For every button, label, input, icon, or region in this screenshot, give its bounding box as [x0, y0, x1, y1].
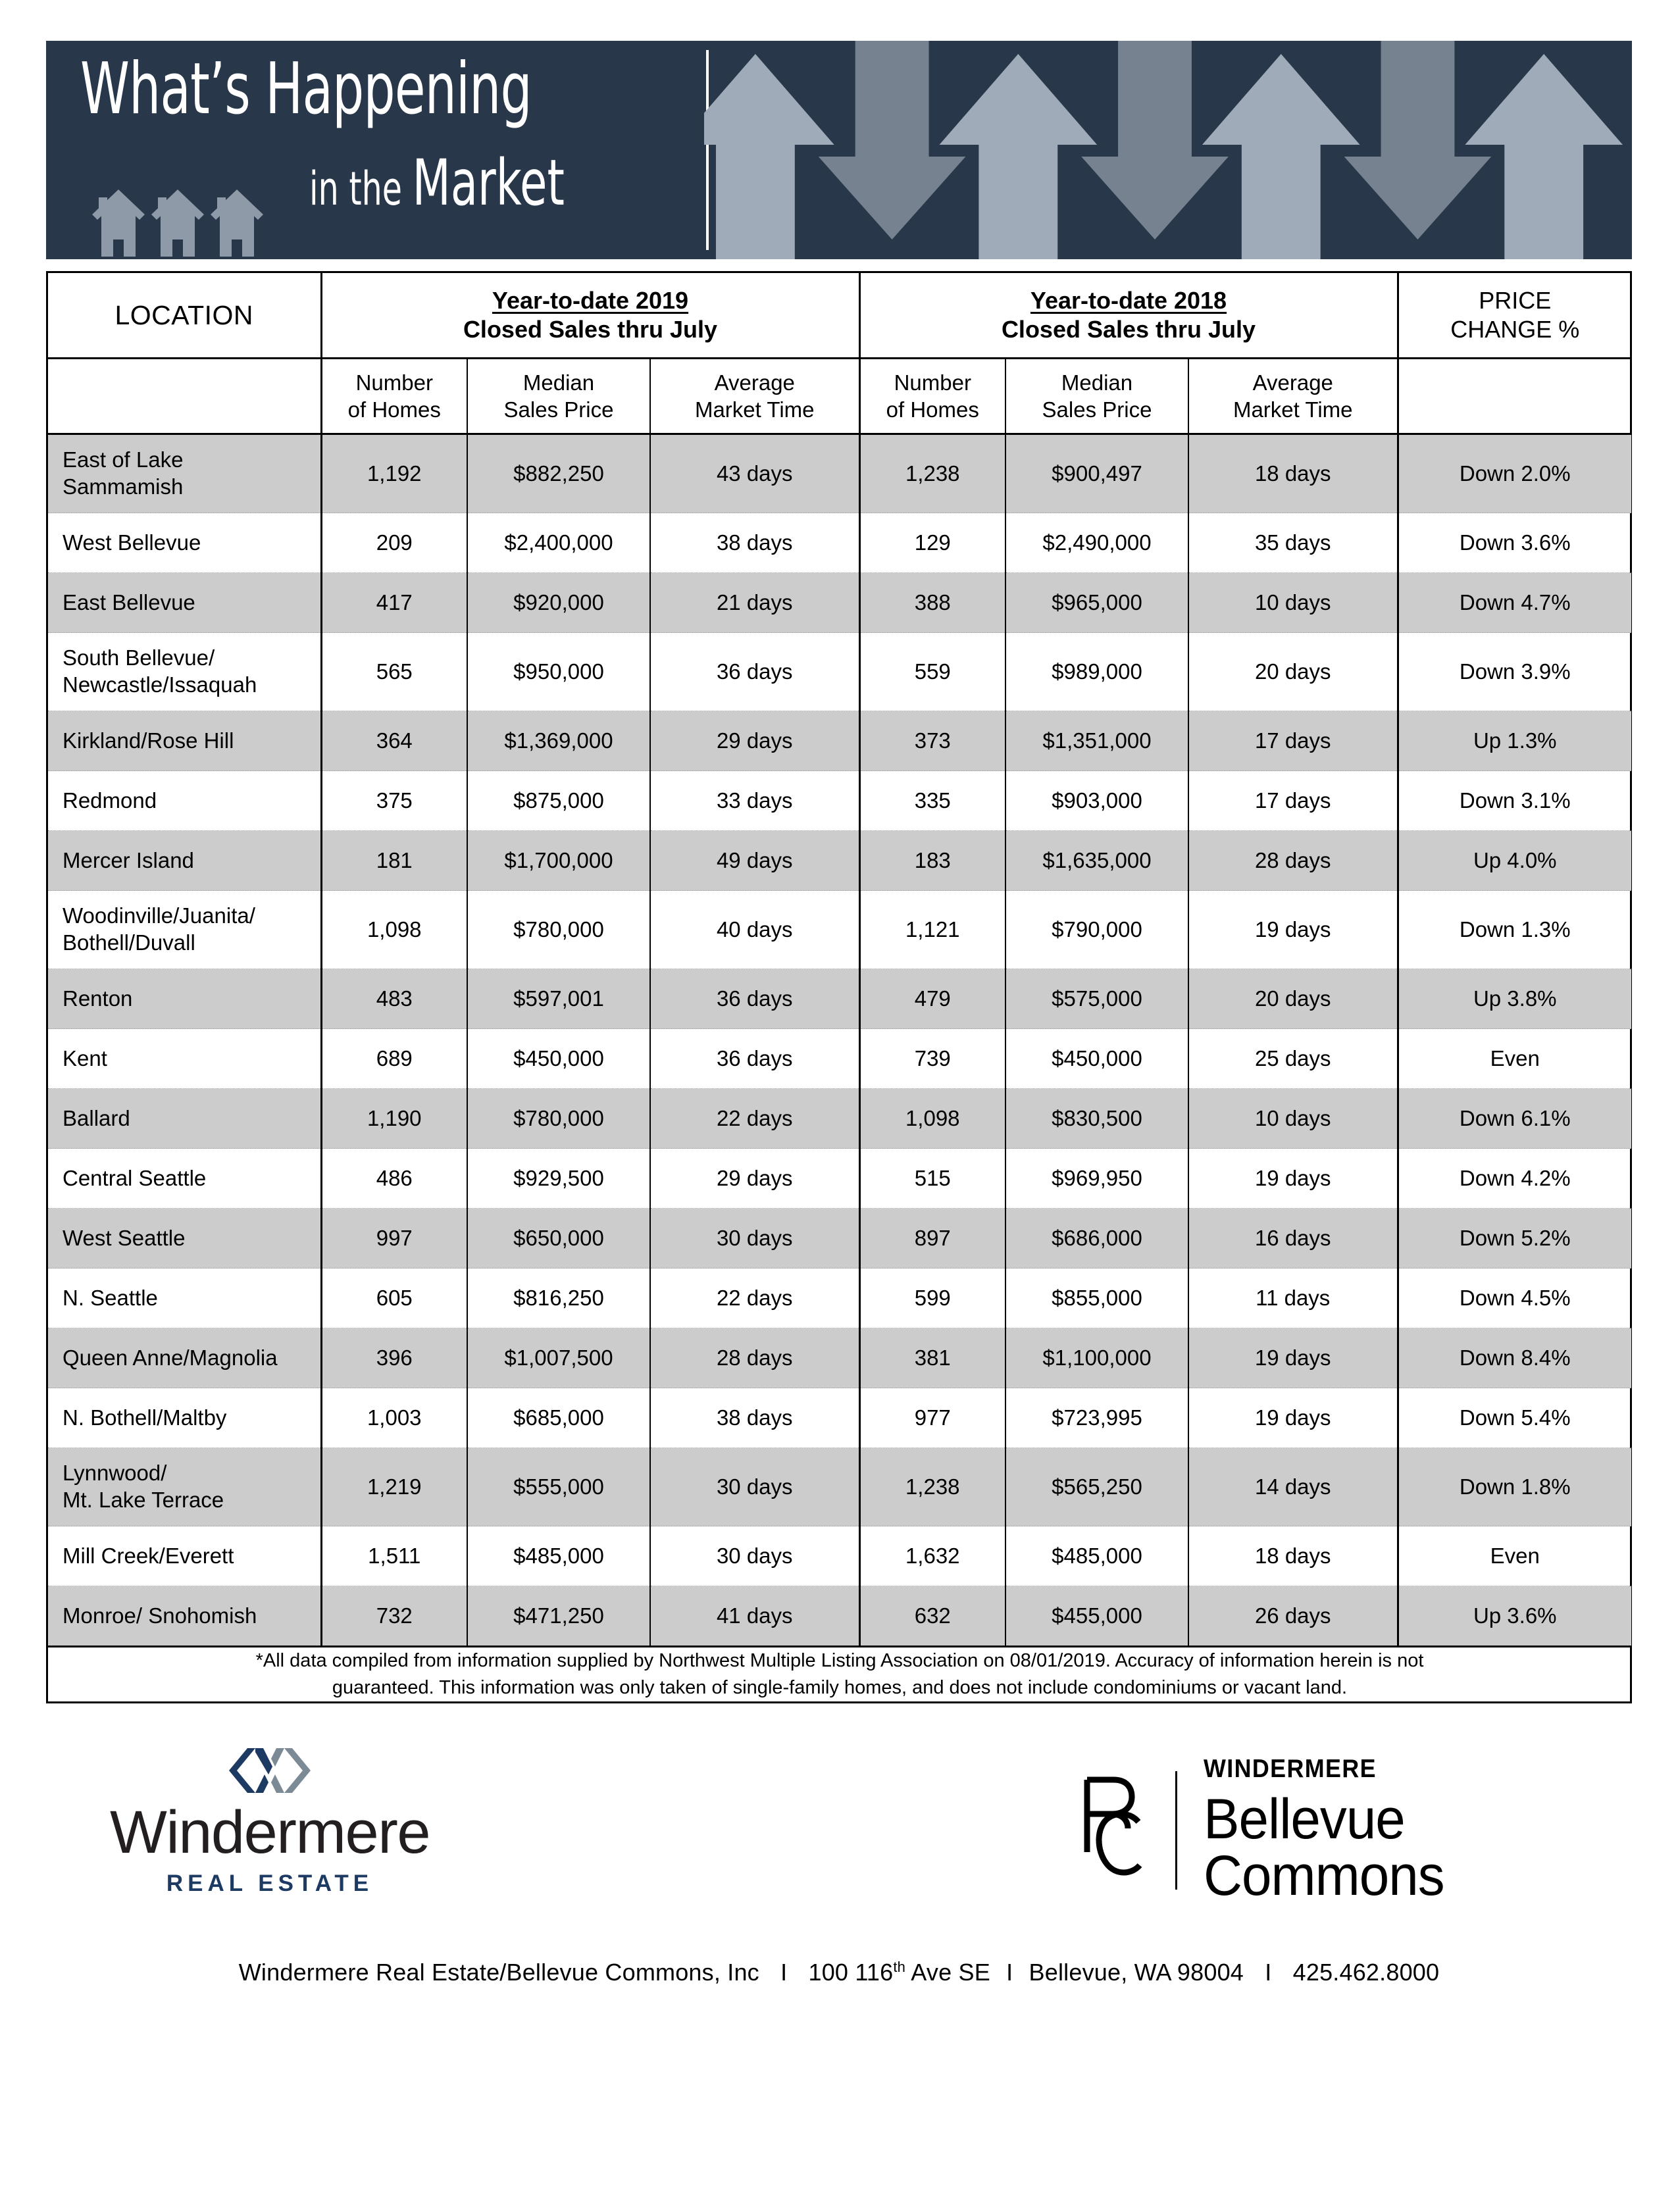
subheader-text: Number [894, 370, 971, 395]
market-report-page [0, 41, 1678, 2212]
cell-homes-2018: 897 [859, 1209, 1005, 1269]
cell-market-2018: 11 days [1188, 1269, 1398, 1328]
cell-market-2018: 10 days [1188, 573, 1398, 633]
cell-median-2018: $2,490,000 [1005, 513, 1188, 573]
cell-homes-2018: 559 [859, 633, 1005, 711]
table-row [48, 1388, 1631, 1448]
cell-price-change: Down 1.8% [1398, 1448, 1631, 1526]
cell-price-change: Down 4.2% [1398, 1149, 1631, 1209]
cell-price-change: Down 4.5% [1398, 1269, 1631, 1328]
location-line-1: East of Lake [63, 447, 184, 472]
cell-price-change: Down 3.1% [1398, 771, 1631, 831]
subheader-text: Sales Price [503, 397, 614, 422]
market-table-body [48, 434, 1631, 1647]
table-row [48, 1269, 1631, 1328]
banner-title-market: Market [412, 146, 565, 220]
cell-price-change: Down 8.4% [1398, 1328, 1631, 1388]
cell-homes-2019: 565 [321, 633, 467, 711]
table-row [48, 711, 1631, 771]
subheader-text: Median [1061, 370, 1133, 395]
cell-homes-2018: 388 [859, 573, 1005, 633]
cell-median-2019: $816,250 [467, 1269, 650, 1328]
price-change-column-header [1398, 273, 1631, 359]
cell-median-2018: $485,000 [1005, 1526, 1188, 1586]
cell-median-2018: $830,500 [1005, 1089, 1188, 1149]
banner-title-inthe: in the [309, 162, 413, 216]
location-line-2: Bothell/Duvall [63, 930, 195, 955]
cell-price-change: Down 3.9% [1398, 633, 1631, 711]
subheader-market-time-2019 [650, 359, 859, 434]
bc-office-label: Bellevue Commons [1203, 1788, 1444, 1908]
cell-location: Monroe/ Snohomish [48, 1586, 321, 1647]
cell-median-2019: $555,000 [467, 1448, 650, 1526]
table-row [48, 1209, 1631, 1269]
cell-market-2019: 38 days [650, 513, 859, 573]
table-row [48, 891, 1631, 969]
cell-location: Mercer Island [48, 831, 321, 891]
subheader-text: Market Time [694, 397, 815, 422]
cell-location [48, 633, 321, 711]
logo-area [46, 1738, 1632, 1935]
table-row [48, 1448, 1631, 1526]
cell-market-2019: 38 days [650, 1388, 859, 1448]
cell-market-2019: 40 days [650, 891, 859, 969]
windermere-tagline: REAL ESTATE [166, 1871, 374, 1897]
table-row [48, 1586, 1631, 1647]
cell-median-2019: $471,250 [467, 1586, 650, 1647]
footer-company: Windermere Real Estate/Bellevue Commons, Inc [238, 1959, 759, 1986]
table-header-row-primary [48, 273, 1631, 359]
cell-median-2019: $780,000 [467, 1089, 650, 1149]
cell-homes-2018: 1,098 [859, 1089, 1005, 1149]
table-row [48, 1328, 1631, 1388]
footnote-cell [48, 1647, 1631, 1702]
cell-median-2019: $929,500 [467, 1149, 650, 1209]
cell-market-2019: 43 days [650, 434, 859, 513]
cell-homes-2019: 732 [321, 1586, 467, 1647]
table-header-row-secondary [48, 359, 1631, 434]
cell-homes-2018: 479 [859, 969, 1005, 1029]
cell-median-2019: $597,001 [467, 969, 650, 1029]
cell-location [48, 891, 321, 969]
arrow-group-icon [704, 41, 1632, 259]
cell-homes-2019: 1,511 [321, 1526, 467, 1586]
cell-market-2018: 16 days [1188, 1209, 1398, 1269]
price-change-header-line2: CHANGE % [1450, 316, 1580, 343]
location-line-2: Sammamish [63, 474, 184, 499]
footer-separator-1: I [780, 1959, 788, 1986]
cell-homes-2019: 396 [321, 1328, 467, 1388]
cell-homes-2019: 181 [321, 831, 467, 891]
cell-homes-2019: 1,003 [321, 1388, 467, 1448]
cell-homes-2019: 1,190 [321, 1089, 467, 1149]
banner-arrows-area [704, 41, 1632, 259]
cell-homes-2018: 632 [859, 1586, 1005, 1647]
cell-median-2019: $685,000 [467, 1388, 650, 1448]
cell-location: Kent [48, 1029, 321, 1089]
cell-market-2018: 17 days [1188, 771, 1398, 831]
footer-contact-line [46, 1959, 1632, 1986]
bc-divider [1175, 1771, 1177, 1890]
cell-median-2019: $950,000 [467, 633, 650, 711]
cell-homes-2018: 1,238 [859, 434, 1005, 513]
cell-median-2019: $780,000 [467, 891, 650, 969]
house-icon [86, 184, 276, 257]
cell-market-2019: 36 days [650, 969, 859, 1029]
cell-market-2018: 17 days [1188, 711, 1398, 771]
cell-market-2019: 36 days [650, 1029, 859, 1089]
cell-location [48, 434, 321, 513]
bellevue-commons-logo [1073, 1755, 1632, 1908]
cell-homes-2018: 1,238 [859, 1448, 1005, 1526]
price-change-subheader-blank [1398, 359, 1631, 434]
cell-market-2019: 22 days [650, 1089, 859, 1149]
group-2018-subtitle: Closed Sales thru July [1001, 315, 1256, 343]
location-line-1: Lynnwood/ [63, 1461, 167, 1486]
cell-market-2018: 19 days [1188, 1328, 1398, 1388]
cell-homes-2019: 689 [321, 1029, 467, 1089]
cell-homes-2019: 483 [321, 969, 467, 1029]
cell-market-2019: 33 days [650, 771, 859, 831]
cell-market-2019: 49 days [650, 831, 859, 891]
cell-homes-2019: 375 [321, 771, 467, 831]
cell-market-2019: 36 days [650, 633, 859, 711]
cell-price-change: Down 5.4% [1398, 1388, 1631, 1448]
cell-price-change: Up 3.8% [1398, 969, 1631, 1029]
group-2019-year: Year-to-date 2019 [492, 287, 689, 314]
cell-median-2018: $790,000 [1005, 891, 1188, 969]
cell-location: Ballard [48, 1089, 321, 1149]
cell-market-2018: 18 days [1188, 434, 1398, 513]
cell-median-2019: $450,000 [467, 1029, 650, 1089]
cell-price-change: Down 6.1% [1398, 1089, 1631, 1149]
cell-homes-2018: 1,632 [859, 1526, 1005, 1586]
cell-location: West Bellevue [48, 513, 321, 573]
table-footnote-row [48, 1647, 1631, 1702]
subheader-text: of Homes [347, 397, 441, 422]
footnote-line-1: *All data compiled from information supplied by Northwest Multiple Listing Association on 08/01/2019. Accuracy of information herein is not [255, 1650, 1424, 1671]
subheader-text: Average [1252, 370, 1333, 395]
banner-title-area [46, 41, 704, 259]
location-line-1: Woodinville/Juanita/ [63, 903, 255, 928]
cell-market-2019: 30 days [650, 1209, 859, 1269]
banner-title-secondary [309, 146, 565, 220]
cell-median-2019: $1,007,500 [467, 1328, 650, 1388]
cell-median-2018: $686,000 [1005, 1209, 1188, 1269]
cell-location: East Bellevue [48, 573, 321, 633]
cell-homes-2018: 381 [859, 1328, 1005, 1388]
windermere-logo [59, 1744, 480, 1897]
price-change-header-line1: PRICE [1479, 287, 1552, 314]
footer-separator-2: I [1006, 1959, 1013, 1986]
subheader-number-homes-2018 [859, 359, 1005, 434]
cell-median-2018: $903,000 [1005, 771, 1188, 831]
cell-median-2019: $920,000 [467, 573, 650, 633]
cell-median-2019: $650,000 [467, 1209, 650, 1269]
cell-median-2018: $1,635,000 [1005, 831, 1188, 891]
location-column-header: LOCATION [48, 273, 321, 359]
house-icon-group [86, 184, 276, 259]
cell-homes-2019: 486 [321, 1149, 467, 1209]
cell-homes-2018: 515 [859, 1149, 1005, 1209]
subheader-text: Number [355, 370, 433, 395]
cell-location: N. Seattle [48, 1269, 321, 1328]
bc-text-block [1203, 1755, 1632, 1908]
market-data-table [48, 273, 1631, 1701]
cell-market-2019: 30 days [650, 1448, 859, 1526]
table-row [48, 1526, 1631, 1586]
cell-market-2018: 19 days [1188, 1388, 1398, 1448]
cell-market-2018: 25 days [1188, 1029, 1398, 1089]
subheader-market-time-2018 [1188, 359, 1398, 434]
cell-median-2019: $485,000 [467, 1526, 650, 1586]
cell-median-2018: $450,000 [1005, 1029, 1188, 1089]
cell-homes-2019: 1,192 [321, 434, 467, 513]
cell-homes-2018: 739 [859, 1029, 1005, 1089]
cell-market-2018: 19 days [1188, 891, 1398, 969]
footer-separator-3: I [1265, 1959, 1272, 1986]
cell-location: Kirkland/Rose Hill [48, 711, 321, 771]
cell-location [48, 1448, 321, 1526]
table-row [48, 969, 1631, 1029]
cell-homes-2018: 183 [859, 831, 1005, 891]
windermere-w-icon [221, 1744, 318, 1799]
subheader-text: of Homes [886, 397, 979, 422]
subheader-text: Sales Price [1042, 397, 1152, 422]
cell-median-2019: $1,700,000 [467, 831, 650, 891]
cell-median-2018: $565,250 [1005, 1448, 1188, 1526]
header-banner [46, 41, 1632, 259]
cell-market-2019: 30 days [650, 1526, 859, 1586]
group-header-2018 [859, 273, 1398, 359]
table-row [48, 831, 1631, 891]
cell-market-2019: 29 days [650, 1149, 859, 1209]
cell-market-2018: 26 days [1188, 1586, 1398, 1647]
table-row [48, 1029, 1631, 1089]
cell-homes-2018: 373 [859, 711, 1005, 771]
cell-median-2018: $455,000 [1005, 1586, 1188, 1647]
cell-median-2019: $882,250 [467, 434, 650, 513]
cell-median-2019: $875,000 [467, 771, 650, 831]
cell-price-change: Up 4.0% [1398, 831, 1631, 891]
cell-market-2019: 28 days [650, 1328, 859, 1388]
cell-price-change: Down 2.0% [1398, 434, 1631, 513]
cell-homes-2018: 335 [859, 771, 1005, 831]
bc-monogram-icon [1073, 1768, 1158, 1893]
table-row [48, 1149, 1631, 1209]
cell-price-change: Even [1398, 1029, 1631, 1089]
cell-market-2019: 21 days [650, 573, 859, 633]
cell-market-2019: 22 days [650, 1269, 859, 1328]
location-subheader-blank [48, 359, 321, 434]
cell-market-2018: 19 days [1188, 1149, 1398, 1209]
table-row [48, 513, 1631, 573]
footer-city-state-zip: Bellevue, WA 98004 [1029, 1959, 1244, 1986]
group-header-2019 [321, 273, 859, 359]
cell-homes-2018: 129 [859, 513, 1005, 573]
market-table-container [46, 271, 1632, 1703]
cell-price-change: Down 4.7% [1398, 573, 1631, 633]
cell-price-change: Even [1398, 1526, 1631, 1586]
cell-market-2018: 18 days [1188, 1526, 1398, 1586]
table-row [48, 434, 1631, 513]
cell-location: Redmond [48, 771, 321, 831]
bc-brand-label: WINDERMERE [1203, 1755, 1377, 1784]
cell-location: Renton [48, 969, 321, 1029]
table-row [48, 771, 1631, 831]
cell-price-change: Up 3.6% [1398, 1586, 1631, 1647]
cell-homes-2019: 364 [321, 711, 467, 771]
cell-market-2018: 20 days [1188, 969, 1398, 1029]
footer-phone: 425.462.8000 [1292, 1959, 1440, 1986]
cell-median-2018: $965,000 [1005, 573, 1188, 633]
cell-homes-2019: 1,219 [321, 1448, 467, 1526]
cell-median-2018: $575,000 [1005, 969, 1188, 1029]
cell-location: Queen Anne/Magnolia [48, 1328, 321, 1388]
cell-median-2018: $969,950 [1005, 1149, 1188, 1209]
cell-median-2018: $855,000 [1005, 1269, 1188, 1328]
cell-price-change: Down 5.2% [1398, 1209, 1631, 1269]
cell-price-change: Down 1.3% [1398, 891, 1631, 969]
subheader-median-price-2019 [467, 359, 650, 434]
cell-median-2019: $1,369,000 [467, 711, 650, 771]
cell-homes-2018: 1,121 [859, 891, 1005, 969]
group-2019-subtitle: Closed Sales thru July [463, 315, 718, 343]
subheader-number-homes-2019 [321, 359, 467, 434]
cell-homes-2018: 599 [859, 1269, 1005, 1328]
cell-median-2018: $723,995 [1005, 1388, 1188, 1448]
cell-market-2018: 10 days [1188, 1089, 1398, 1149]
location-line-1: South Bellevue/ [63, 645, 215, 670]
cell-homes-2019: 417 [321, 573, 467, 633]
cell-median-2018: $989,000 [1005, 633, 1188, 711]
subheader-text: Average [714, 370, 795, 395]
cell-market-2018: 20 days [1188, 633, 1398, 711]
location-line-2: Newcastle/Issaquah [63, 672, 257, 697]
cell-median-2018: $900,497 [1005, 434, 1188, 513]
cell-median-2018: $1,351,000 [1005, 711, 1188, 771]
cell-market-2018: 35 days [1188, 513, 1398, 573]
cell-median-2018: $1,100,000 [1005, 1328, 1188, 1388]
windermere-wordmark: Windermere [109, 1799, 430, 1867]
cell-homes-2018: 977 [859, 1388, 1005, 1448]
cell-market-2019: 41 days [650, 1586, 859, 1647]
cell-market-2018: 28 days [1188, 831, 1398, 891]
cell-homes-2019: 1,098 [321, 891, 467, 969]
footnote-line-2: guaranteed. This information was only taken of single-family homes, and does not include condominiums or vacant land. [332, 1677, 1348, 1699]
arrow-down-icon [819, 41, 1492, 239]
cell-price-change: Down 3.6% [1398, 513, 1631, 573]
cell-homes-2019: 605 [321, 1269, 467, 1328]
banner-title-primary: What’s Happening [80, 48, 532, 130]
cell-location: Central Seattle [48, 1149, 321, 1209]
cell-market-2018: 14 days [1188, 1448, 1398, 1526]
table-row [48, 633, 1631, 711]
cell-location: West Seattle [48, 1209, 321, 1269]
table-row [48, 1089, 1631, 1149]
footer-address-street: Ave SE [905, 1959, 990, 1986]
subheader-text: Median [522, 370, 595, 395]
cell-price-change: Up 1.3% [1398, 711, 1631, 771]
table-row [48, 573, 1631, 633]
location-line-2: Mt. Lake Terrace [63, 1488, 224, 1512]
cell-market-2019: 29 days [650, 711, 859, 771]
cell-homes-2019: 997 [321, 1209, 467, 1269]
footer-address-number: 100 116 [808, 1959, 894, 1986]
subheader-text: Market Time [1233, 397, 1353, 422]
cell-location: N. Bothell/Maltby [48, 1388, 321, 1448]
footer-address-ordinal: th [893, 1959, 906, 1976]
cell-location: Mill Creek/Everett [48, 1526, 321, 1586]
cell-median-2019: $2,400,000 [467, 513, 650, 573]
cell-homes-2019: 209 [321, 513, 467, 573]
subheader-median-price-2018 [1005, 359, 1188, 434]
group-2018-year: Year-to-date 2018 [1030, 287, 1227, 314]
